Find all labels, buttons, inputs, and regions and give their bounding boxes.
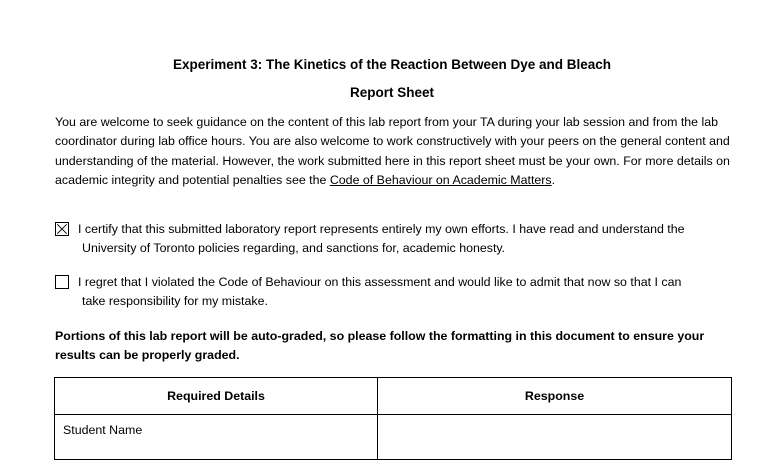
certify-line-1: I certify that this submitted laboratory report represents entirely my own efforts. I have read and understand the xyxy=(78,222,685,236)
checkbox-x-icon xyxy=(56,223,68,235)
violation-line-1: I regret that I violated the Code of Behaviour on this assessment and would like to admit that now so that I can xyxy=(78,275,682,289)
violation-checkbox-row xyxy=(55,273,745,312)
violation-checkbox[interactable] xyxy=(55,275,69,289)
intro-paragraph xyxy=(55,113,735,190)
auto-grade-note: Portions of this lab report will be auto-graded, so please follow the formatting in this document to ensure your results can be properly graded. xyxy=(55,329,705,363)
table-row xyxy=(55,415,732,460)
intro-end: . xyxy=(551,172,556,187)
document-title: Experiment 3: The Kinetics of the Reaction Between Dye and Bleach xyxy=(172,57,612,72)
document-subtitle: Report Sheet xyxy=(349,85,434,100)
certify-label xyxy=(78,220,745,259)
table-header-row xyxy=(55,378,732,415)
header-required-details: Required Details xyxy=(55,378,378,415)
certify-checkbox-row xyxy=(55,220,745,259)
student-name-response-cell[interactable] xyxy=(378,415,732,460)
code-of-behaviour-link[interactable]: Code of Behaviour on Academic Matters xyxy=(329,172,552,187)
violation-line-2: take responsibility for my mistake. xyxy=(82,294,268,309)
row-label-student-name: Student Name xyxy=(55,415,378,460)
certify-checkbox[interactable] xyxy=(55,222,69,236)
violation-label xyxy=(78,273,745,312)
certify-line-2: University of Toronto policies regarding, and sanctions for, academic honesty. xyxy=(82,241,506,256)
intro-text: You are welcome to seek guidance on the content of this lab report from your TA during your lab session and from the lab coordinator during lab office hours. You are also welcome to work constructively with your peers on the general content and understanding of the material. However, the work submitted here in this report sheet must be your own. For more details on academic integrity and potential penalties see the xyxy=(55,115,730,187)
required-details-table xyxy=(54,377,732,460)
header-response: Response xyxy=(378,378,732,415)
